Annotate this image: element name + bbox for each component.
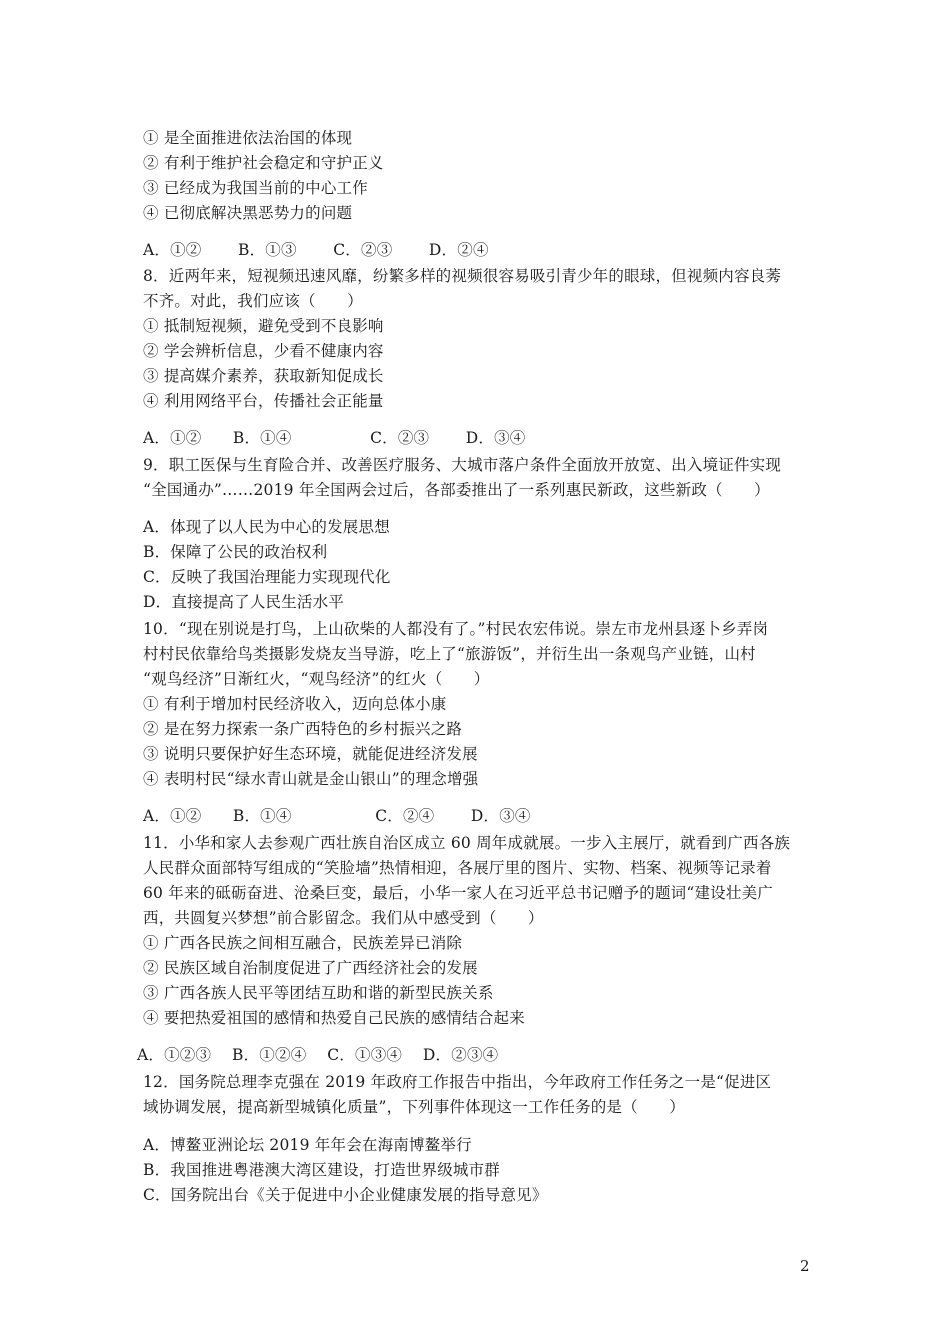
- text-line: ③ 广西各族人民平等团结互助和谐的新型民族关系: [143, 984, 494, 1002]
- text-line: 12．国务院总理李克强在 2019 年政府工作报告中指出，今年政府工作任务之一是“促进区: [143, 1073, 772, 1091]
- text-line: 域协调发展，提高新型城镇化质量”，下列事件体现这一工作任务的是（ ）: [143, 1098, 685, 1116]
- text-line: ④ 表明村民“绿水青山就是金山银山”的理念增强: [143, 770, 479, 788]
- text-line: A．①② B．①④ C．②④ D．③④: [143, 807, 531, 825]
- text-line: A．博鳌亚洲论坛 2019 年年会在海南博鳌举行: [143, 1136, 472, 1154]
- text-line: C．国务院出台《关于促进中小企业健康发展的指导意见》: [143, 1186, 548, 1204]
- text-line: ③ 说明只要保护好生态环境，就能促进经济发展: [143, 745, 478, 763]
- text-line: ② 是在努力探索一条广西特色的乡村振兴之路: [143, 720, 463, 738]
- text-line: A．①② B．①③ C．②③ D．②④: [143, 241, 489, 259]
- text-line: “观鸟经济”日渐红火，“观鸟经济”的红火（ ）: [143, 670, 490, 688]
- text-line: ② 有利于维护社会稳定和守护正义: [143, 154, 384, 172]
- text-line: ① 是全面推进依法治国的体现: [143, 129, 353, 147]
- text-line: ③ 提高媒介素养，获取新知促成长: [143, 367, 384, 385]
- page-number: 2: [800, 1257, 810, 1275]
- text-line: ① 广西各民族之间相互融合，民族差异已消除: [143, 934, 463, 952]
- text-line: B．保障了公民的政治权利: [143, 543, 328, 561]
- text-line: A．体现了以人民为中心的发展思想: [143, 518, 390, 536]
- text-line: ① 有利于增加村民经济收入，迈向总体小康: [143, 695, 447, 713]
- text-line: ② 民族区域自治制度促进了广西经济社会的发展: [143, 959, 478, 977]
- text-line: 10．“现在别说是打鸟，上山砍柴的人都没有了。”村民农宏伟说。崇左市龙州县逐卜乡弄岗: [143, 620, 769, 638]
- text-line: 不齐。对此，我们应该（ ）: [143, 292, 363, 310]
- text-line: 村村民依靠给鸟类摄影发烧友当导游，吃上了“旅游饭”，并衍生出一条观鸟产业链，山村: [143, 645, 756, 663]
- text-line: ④ 利用网络平台，传播社会正能量: [143, 392, 384, 410]
- text-line: D．直接提高了人民生活水平: [143, 593, 345, 611]
- text-line: A．①② B．①④ C．②③ D．③④: [143, 429, 526, 447]
- text-line: B．我国推进粤港澳大湾区建设，打造世界级城市群: [143, 1161, 500, 1179]
- text-line: 8．近两年来，短视频迅速风靡，纷繁多样的视频很容易吸引青少年的眼球，但视频内容良莠: [143, 267, 782, 285]
- text-line: 60 年来的砥砺奋进、沧桑巨变，最后，小华一家人在习近平总书记赠予的题词“建设壮美广: [143, 884, 773, 902]
- text-line: 人民群众面部特写组成的“笑脸墙”热情相迎，各展厅里的图片、实物、档案、视频等记录着: [143, 859, 772, 877]
- text-line: C．反映了我国治理能力实现现代化: [143, 568, 391, 586]
- text-line: “全国通办”……2019 年全国两会过后，各部委推出了一系列惠民新政，这些新政（ ）: [143, 481, 770, 499]
- text-line: 11．小华和家人去参观广西壮族自治区成立 60 周年成就展。一步入主展厅，就看到广西各族: [143, 834, 791, 852]
- text-line: ① 抵制短视频，避免受到不良影响: [143, 317, 384, 335]
- text-line: 9．职工医保与生育险合并、改善医疗服务、大城市落户条件全面放开放宽、出入境证件实现: [143, 456, 782, 474]
- text-line: 西，共圆复兴梦想”前合影留念。我们从中感受到（ ）: [143, 909, 544, 927]
- text-line: A．①②③ B．①②④ C．①③④ D．②③④: [137, 1046, 499, 1064]
- text-line: ③ 已经成为我国当前的中心工作: [143, 179, 368, 197]
- text-line: ④ 要把热爱祖国的感情和热爱自己民族的感情结合起来: [143, 1009, 525, 1027]
- text-line: ② 学会辨析信息，少看不健康内容: [143, 342, 384, 360]
- text-line: ④ 已彻底解决黑恶势力的问题: [143, 204, 353, 222]
